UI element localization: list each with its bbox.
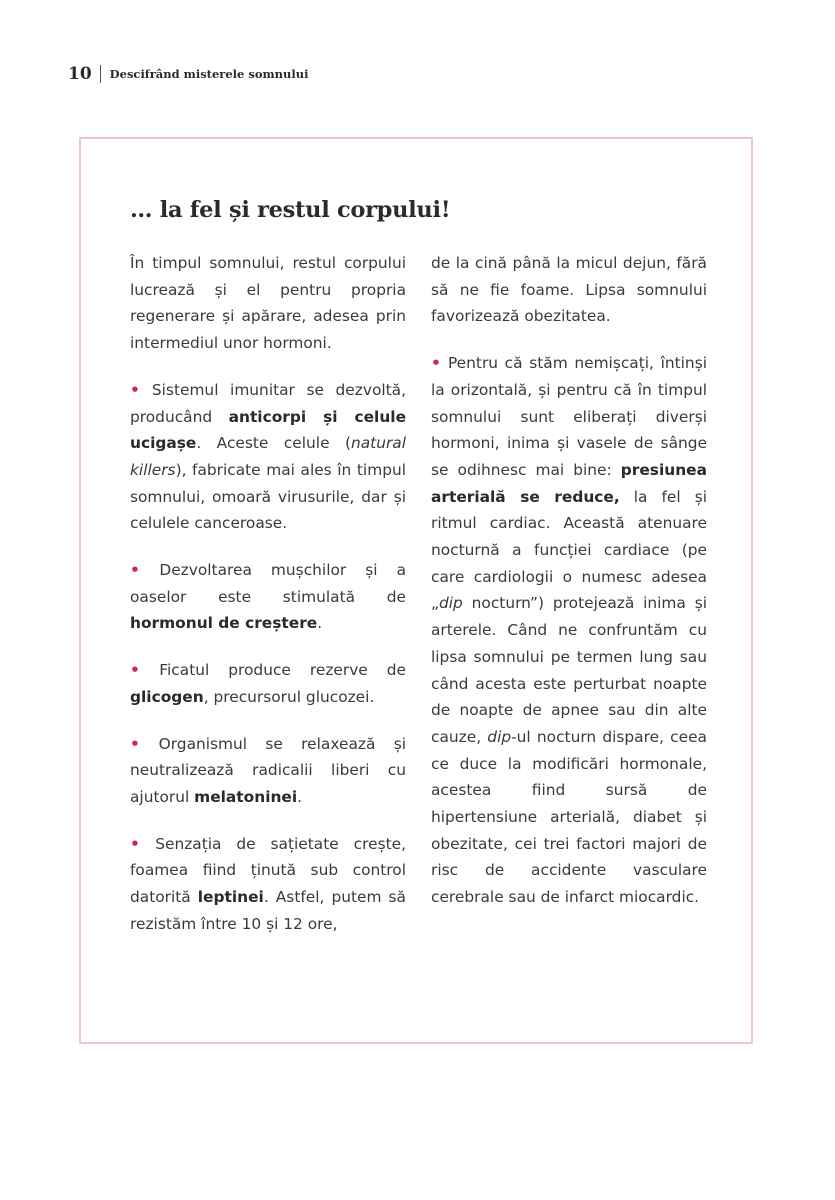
paragraph [130,250,406,357]
text-run: la fel și ritmul cardiac. Această atenuare nocturnă a funcției cardiace (pe care cardiologii o numesc adesea „ [431,487,707,613]
text-run: nocturn”) protejează inima și arterele. Când ne confruntăm cu lipsa somnului pe termen lung sau când acesta este perturbat noapte de noapte de apnee sau din alte cauze, [431,594,707,746]
text-run: , precursorul glucozei. [203,687,375,706]
left-column [130,250,406,957]
text-run: Pentru că stăm nemișcați, întinși la orizontală, și pentru că în timpul somnului sunt eliberați diverși hormoni, inima și vasele de sânge se odihnesc mai bine: [431,354,707,479]
text-run: Senzația de sațietate crește, foamea fiind ținută sub control datorită [130,834,406,907]
box-title: … la fel și restul corpului! [130,197,451,223]
paragraph [431,250,707,330]
bullet-icon: • [130,834,156,853]
text-run: Sistemul imunitar se dezvoltă, producând [130,380,406,426]
bold-term: presiunea arterială se reduce, [431,460,707,506]
text-run: . [317,614,323,633]
right-column [431,250,707,931]
text-run: Ficatul produce rezerve de [159,661,406,680]
text-run: de la cină până la micul dejun, fără să ne fie foame. Lipsa somnului favorizează obezitatea. [431,254,707,326]
bullet-icon: • [130,734,159,753]
italic-term: dip [487,727,512,746]
bullet-icon: • [130,380,152,399]
italic-term: dip [438,594,463,613]
italic-term: natural killers [130,434,406,479]
bold-term: melatoninei [194,787,298,806]
bullet-icon: • [130,561,160,580]
header-divider [100,65,101,83]
text-run: -ul nocturn dispare, ceea ce duce la modificări hormonale, acestea fiind sursă de hipertensiune arterială, diabet și obezitate, cei trei factori majori de risc de accidente vasculare cerebrale sau de infarct miocardic. [431,727,707,907]
text-run: În timpul somnului, restul corpului lucrează și el pentru propria regenerare și apărare, adesea prin intermediul unor hormoni. [130,254,406,353]
bold-term: anticorpi și celule ucigașe [130,407,407,453]
running-head [68,64,309,84]
text-run: . Aceste celule ( [196,434,351,453]
text-run: Organismul se relaxează și neutralizează radicalii liberi cu ajutorul [130,734,406,806]
bullet-paragraph [130,377,406,537]
bold-term: glicogen [130,687,204,706]
text-run: ), fabricate mai ales în timpul somnului, omoară virusurile, dar și celulele canceroase. [130,460,406,533]
bold-term: leptinei [197,888,264,907]
bullet-icon: • [431,354,448,373]
page-number: 10 [68,64,92,84]
bullet-paragraph [130,731,406,811]
bold-term: hormonul de creștere [130,614,318,633]
text-run: Dezvoltarea mușchilor și a oaselor este stimulată de [130,561,406,606]
bullet-paragraph [431,350,707,911]
bullet-paragraph [130,657,406,710]
bullet-paragraph [130,557,406,637]
bullet-icon: • [130,661,160,680]
text-run: . Astfel, putem să rezistăm între 10 și 12 ore, [130,888,406,933]
bullet-paragraph [130,831,406,938]
text-run: . [297,787,303,806]
book-title: Descifrând misterele somnului [109,67,309,81]
